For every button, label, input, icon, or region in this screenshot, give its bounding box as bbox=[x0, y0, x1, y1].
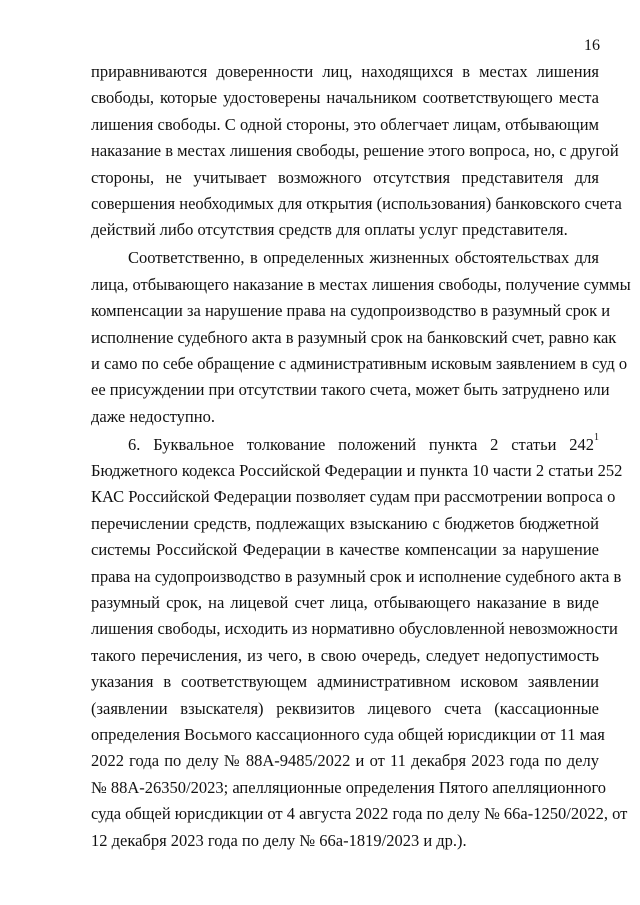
paragraph-3 bbox=[91, 432, 628, 854]
text-line: стороны, не учитывает возможного отсутствия представителя для bbox=[91, 167, 599, 187]
text-line: (заявлении взыскателя) реквизитов лицевого счета (кассационные bbox=[91, 698, 599, 718]
text-line-first-text: 6. Буквальное толкование положений пункта 2 статьи 242 bbox=[128, 434, 594, 454]
text-line: Бюджетного кодекса Российской Федерации и пункта 10 части 2 статьи 252 bbox=[91, 461, 623, 481]
text-line: перечислении средств, подлежащих взысканию с бюджетов бюджетной bbox=[91, 513, 599, 533]
text-line: суда общей юрисдикции от 4 августа 2022 года по делу № 66а-1250/2022, от bbox=[91, 804, 628, 824]
text-line-first bbox=[91, 432, 599, 458]
text-line: лишения свободы. С одной стороны, это облегчает лицам, отбывающим bbox=[91, 114, 599, 134]
paragraph-2 bbox=[91, 245, 631, 430]
text-line: лица, отбывающего наказание в местах лишения свободы, получение суммы bbox=[91, 274, 631, 294]
text-line: права на судопроизводство в разумный срок и исполнение судебного акта в bbox=[91, 566, 622, 586]
text-line: определения Восьмого кассационного суда общей юрисдикции от 11 мая bbox=[91, 724, 605, 744]
text-line: компенсации за нарушение права на судопроизводство в разумный срок и bbox=[91, 301, 611, 321]
text-line: 2022 года по делу № 88А-9485/2022 и от 11 декабря 2023 года по делу bbox=[91, 751, 599, 771]
text-line: совершения необходимых для открытия (использования) банковского счета bbox=[91, 193, 622, 213]
text-line: и само по себе обращение с административным исковым заявлением в суд о bbox=[91, 353, 628, 373]
superscript: 1 bbox=[594, 432, 599, 444]
text-line: даже недоступно. bbox=[91, 406, 215, 426]
text-line: действий либо отсутствия средств для оплаты услуг представителя. bbox=[91, 220, 568, 240]
text-line: ее присуждении при отсутствии такого счета, может быть затруднено или bbox=[91, 380, 610, 400]
text-line: системы Российской Федерации в качестве компенсации за нарушение bbox=[91, 540, 599, 560]
text-line: Соответственно, в определенных жизненных обстоятельствах для bbox=[128, 248, 599, 268]
text-line: разумный срок, на лицевой счет лица, отбывающего наказание в виде bbox=[91, 593, 599, 612]
page-number: 16 bbox=[584, 37, 600, 54]
text-line: 12 декабря 2023 года по делу № 66а-1819/2023 и др.). bbox=[91, 830, 467, 850]
paragraph-1 bbox=[91, 59, 622, 244]
text-line: свободы, которые удостоверены начальником соответствующего места bbox=[91, 88, 599, 108]
text-line: указания в соответствующем административном исковом заявлении bbox=[91, 672, 599, 692]
text-line: КАС Российской Федерации позволяет судам при рассмотрении вопроса о bbox=[91, 487, 616, 507]
text-line: исполнение судебного акта в разумный срок на банковский счет, равно как bbox=[91, 327, 617, 347]
text-line: такого перечисления, из чего, в свою очередь, следует недопустимость bbox=[91, 645, 599, 665]
document-body bbox=[91, 59, 631, 854]
text-line: наказание в местах лишения свободы, решение этого вопроса, но, с другой bbox=[91, 141, 619, 161]
text-line: приравниваются доверенности лиц, находящихся в местах лишения bbox=[91, 62, 599, 81]
text-line: лишения свободы, исходить из нормативно обусловленной невозможности bbox=[91, 619, 618, 639]
text-line: № 88А-26350/2023; апелляционные определения Пятого апелляционного bbox=[91, 777, 607, 797]
